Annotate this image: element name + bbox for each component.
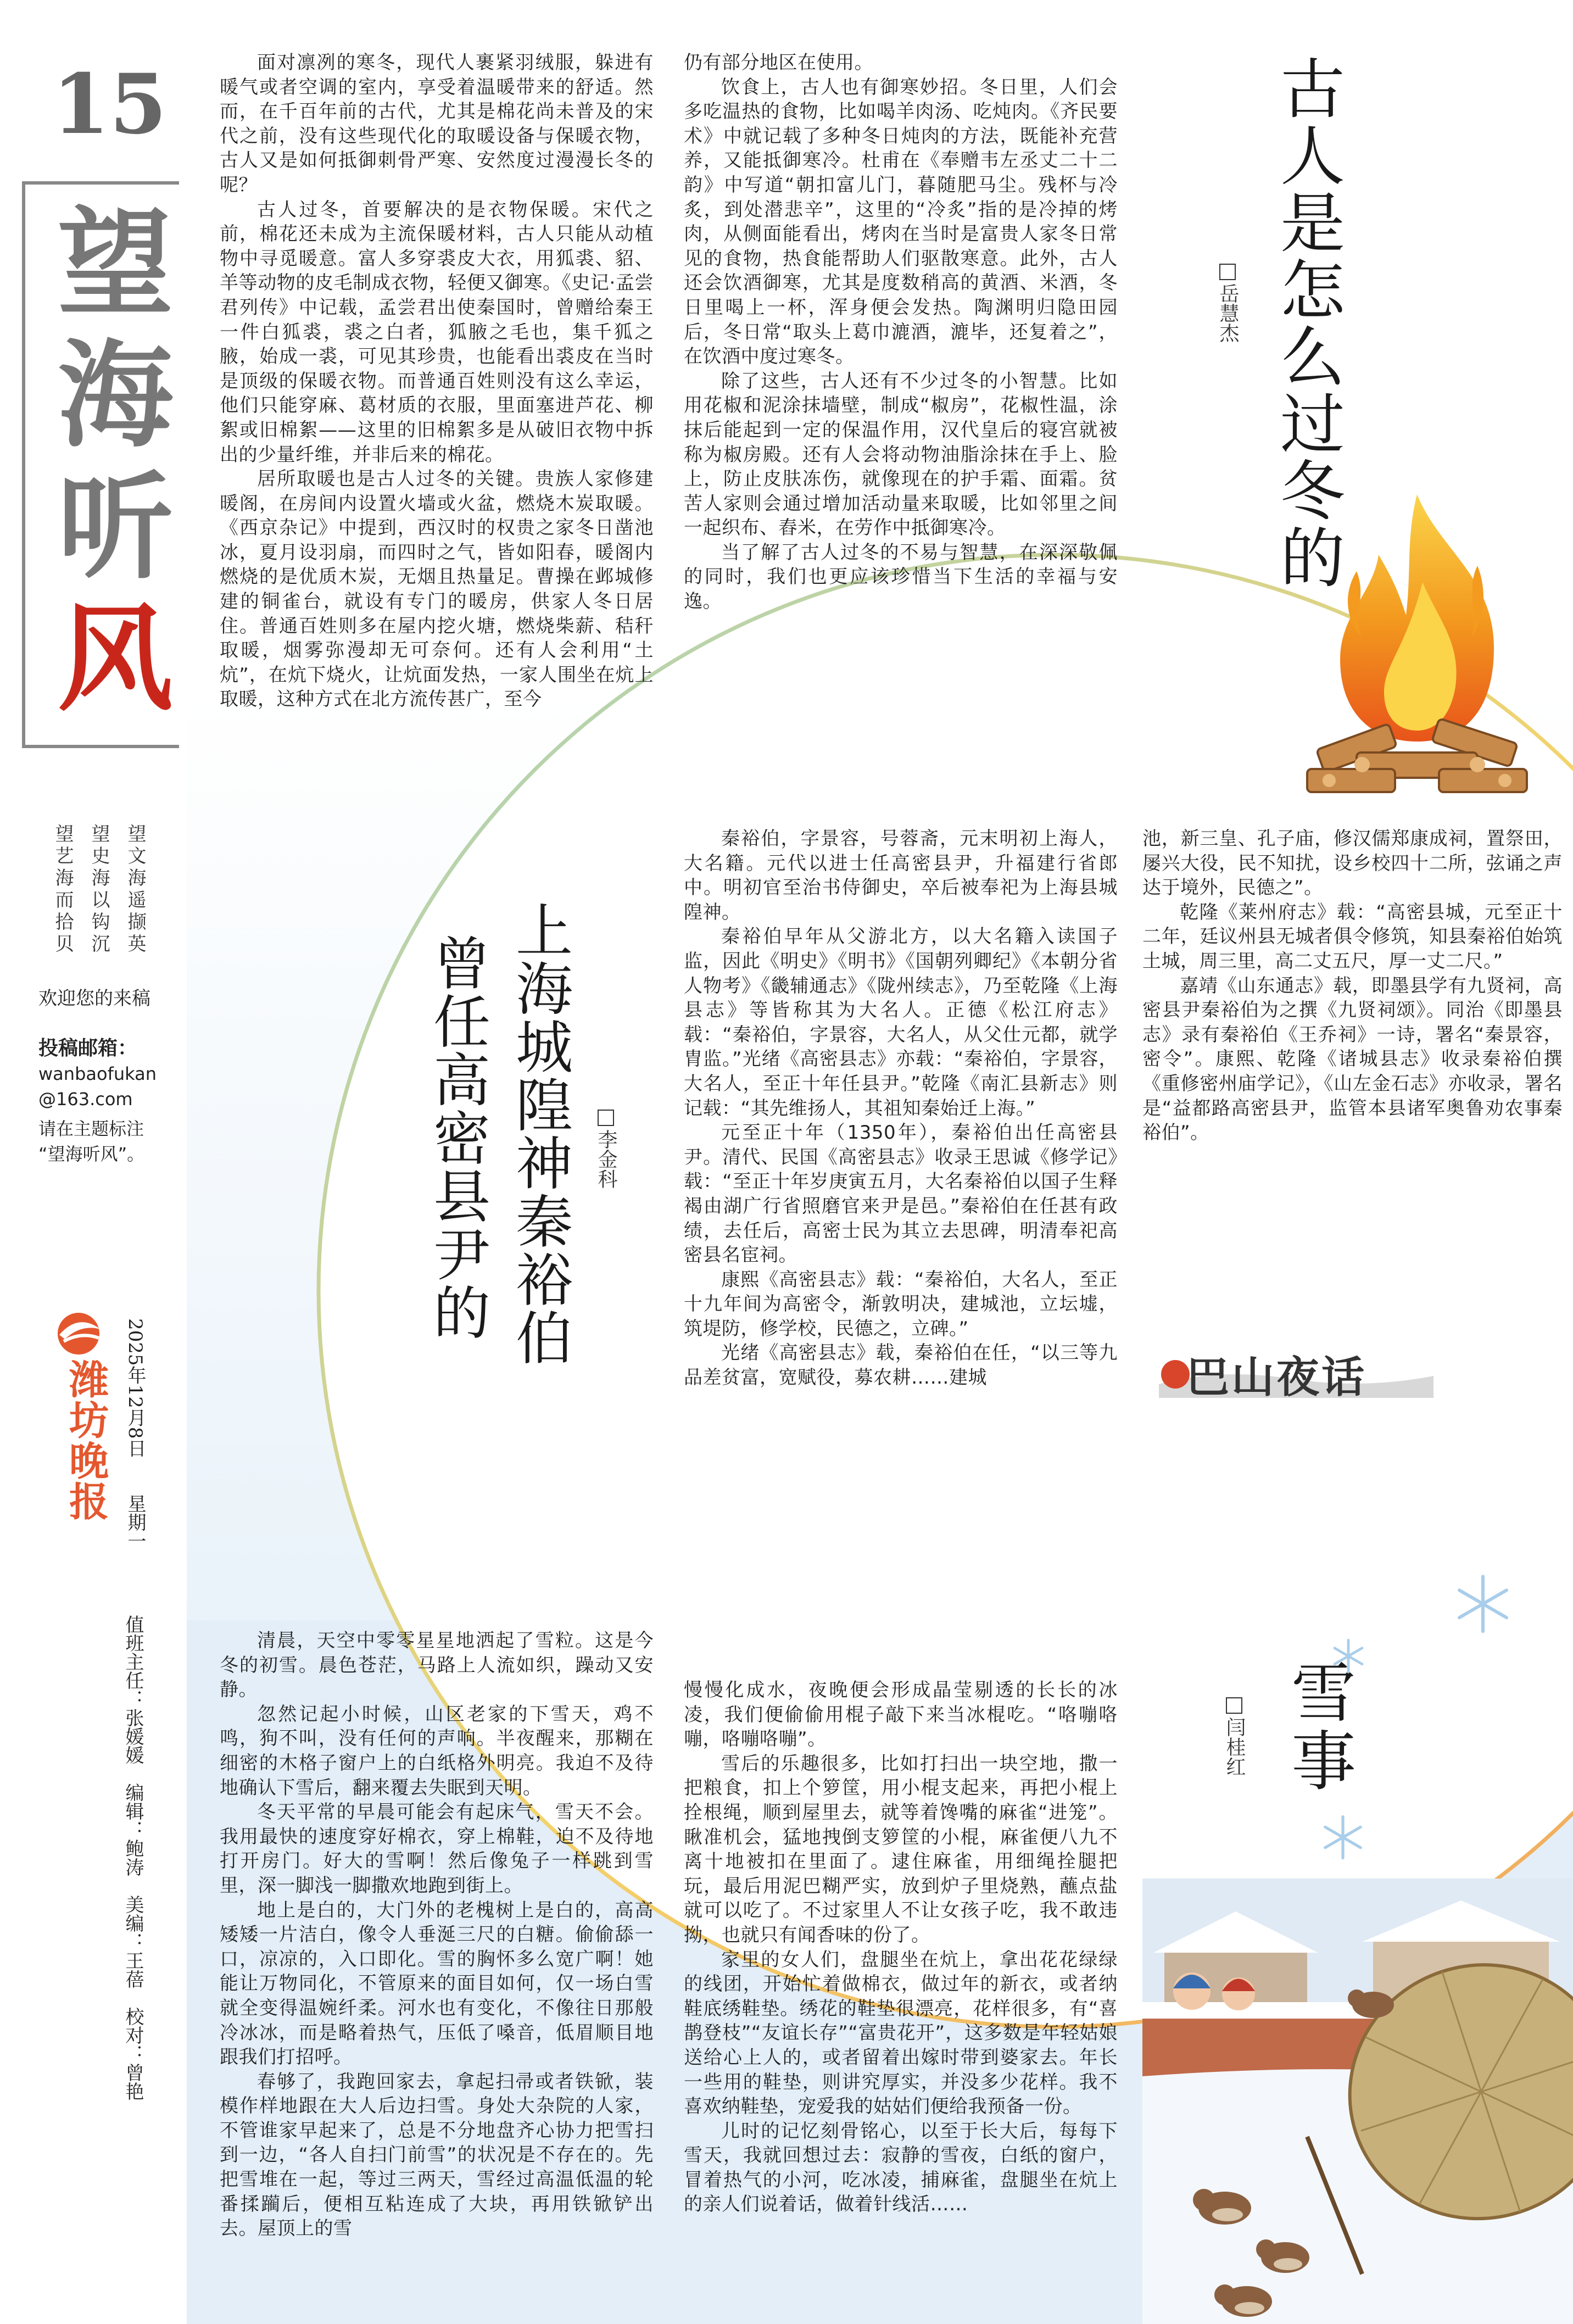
subject-note-2: “望海听风”。 <box>38 1144 145 1164</box>
paragraph: 秦裕伯，字景容，号蓉斋，元末明初上海人，大名籍。元代以进士任高密县尹，升福建行省郎中。明初官至治书侍御史，卒后被奉祀为上海县城隍神。 <box>684 828 1118 923</box>
editor-credits: 值班主任：张媛媛 编辑：鲍涛 美编：王蓓 校对：曾艳 <box>122 1615 144 2100</box>
paragraph: 慢慢化成水，夜晚便会形成晶莹剔透的长长的冰凌，我们便偷偷用棍子敲下来当冰棍吃。“咯嘣咯嘣，咯嘣咯嘣”。 <box>684 1679 1118 1751</box>
bashan-yehua-logo <box>1153 1340 1439 1401</box>
article3-title: 雪事 <box>1280 1659 1356 1795</box>
paragraph: 面对凛冽的寒冬，现代人裹紧羽绒服，躲进有暖气或者空调的室内，享受着温暖带来的舒适。然而，在千百年前的古代，尤其是棉花尚未普及的宋代之前，没有这些现代化的取暖设备与保暖衣物，古人又是如何抵御刺骨严寒、安然度过漫漫长冬的呢？ <box>220 52 654 196</box>
issue-date: 2025年12月8日 <box>124 1318 146 1458</box>
paragraph: 嘉靖《山东通志》载，即墨县学有九贤祠，高密县尹秦裕伯为之撰《九贤祠颂》。同治《即墨县志》录有秦裕伯《王乔祠》一诗，署名“秦景容，密令”。康熙、乾隆《诸城县志》收录秦裕伯撰《重修密州庙学记》，《山左金石志》亦收录，署名是“益都路高密县尹，监管本县诸军奥鲁劝农事秦裕伯”。 <box>1142 974 1563 1144</box>
article2-col2 <box>1142 827 1563 1145</box>
email-line-2: @163.com <box>38 1089 133 1110</box>
article3-byline <box>1220 1697 1248 1776</box>
article1-col2 <box>684 51 1118 614</box>
paragraph: 忽然记起小时候，山区老家的下雪天，鸡不鸣，狗不叫，没有任何的声响。半夜醒来，那糊在细密的木格子窗户上的白纸格外明亮。我迫不及待地确认下雪后，翻来覆去失眠到天明。 <box>220 1703 654 1799</box>
byline-box <box>1226 1697 1242 1714</box>
article1-byline <box>1214 264 1242 343</box>
article2-author: 李金科 <box>595 1129 617 1189</box>
slogan-1: 望文海遥撷英 <box>124 824 146 956</box>
paragraph: 儿时的记忆刻骨铭心，以至于长大后，每每下雪天，我就回想过去：寂静的雪夜，白纸的窗户，冒着热气的小河，吃冰凌，捕麻雀，盘腿坐在炕上的亲人们说着话，做着针线活…… <box>684 2120 1118 2216</box>
bonfire-illustration <box>1296 483 1538 802</box>
column-char: 望 <box>57 196 173 331</box>
paragraph: 当了解了古人过冬的不易与智慧，在深深敬佩的同时，我们也更应该珍惜当下生活的幸福与安逸。 <box>684 541 1118 613</box>
article1-title: 古人是怎么过冬的 <box>1269 55 1345 591</box>
paragraph: 春够了，我跑回家去，拿起扫帚或者铁锨，装模作样地跟在大人后边扫雪。身处大杂院的人家，不管谁家早起来了，总是不分地盘齐心协力把雪扫到一边，“各人自扫门前雪”的状况是不存在的。先把雪堆在一起，等过三两天，雪经过高温低温的轮番揉躏后，便相互粘连成了大块，再用铁锨铲出去。屋顶上的雪 <box>220 2070 654 2240</box>
article1-author: 岳慧杰 <box>1217 283 1239 343</box>
column-char: 听 <box>57 459 173 595</box>
column-char: 海 <box>57 327 173 463</box>
snowflake-icon <box>1450 1571 1516 1637</box>
paragraph: 康熙《高密县志》载：“秦裕伯，大名人，至正十九年间为高密令，渐敦明决，建城池，立坛墟，筑堤防，修学校，民德之，立碑。” <box>684 1268 1118 1340</box>
paragraph: 地上是白的，大门外的老槐树上是白的，高高矮矮一片洁白，像令人垂涎三尺的白糖。偷偷舔一口，凉凉的，入口即化。雪的胸怀多么宽广啊！她能让万物同化，不管原来的面目如何，仅一场白雪就全变得温婉纤柔。河水也有变化，不像往日那般冷冰冰，而是略着热气，压低了嗓音，低眉顺目地跟我们打招呼。 <box>220 1899 654 2069</box>
article1-col1 <box>220 51 654 712</box>
paragraph: 乾隆《莱州府志》载：“高密县城，元至正十二年，廷议州县无城者俱令修筑，知县秦裕伯始筑土城，周三里，高二丈五尺，厚一丈二尺。” <box>1142 901 1563 972</box>
paragraph: 除了这些，古人还有不少过冬的小智慧。比如用花椒和泥涂抹墙壁，制成“椒房”，花椒性温，涂抹后能起到一定的保温作用，汉代皇后的寝宫就被称为椒房殿。还有人会将动物油脂涂抹在手上、脸上，防止皮肤冻伤，就像现在的护手霜、面霜。贫苦人家则会通过增加活动量来取暖，比如邻里之间一起织布、舂米，在劳作中抵御寒冷。 <box>684 370 1118 539</box>
bashan-yehua-text <box>1186 1343 1366 1405</box>
article3-col2 <box>684 1678 1118 2217</box>
subject-note-1: 请在主题标注 <box>38 1118 144 1139</box>
slogan-3: 望艺海而拾贝 <box>52 824 74 956</box>
paragraph: 池，新三皇、孔子庙，修汉儒郑康成祠，置祭田，屡兴大役，民不知扰，设乡校四十二所，弦诵之声达于境外，民德之”。 <box>1142 828 1563 899</box>
snowflake-icon <box>1318 1813 1368 1862</box>
snow-scene-illustration <box>1142 1879 1573 2324</box>
paper-logo <box>48 1307 109 1522</box>
article3-author: 闫桂红 <box>1223 1717 1246 1776</box>
welcome-text: 欢迎您的来稿 <box>38 988 150 1010</box>
article2-title-1: 上海城隍神秦裕伯 <box>506 901 573 1367</box>
article2-col1 <box>684 827 1118 1390</box>
article2-byline <box>592 1110 620 1189</box>
article2-title-2: 曾任高密县尹的 <box>423 934 490 1341</box>
paper-name: 潍坊晚报 <box>63 1359 109 1522</box>
paragraph: 元至正十年（1350年），秦裕伯出任高密县尹。清代、民国《高密县志》收录王思诚《修学记》载：“至正十年岁庚寅五月，大名秦裕伯以国子生释褐由湖广行省照磨官来尹是邑。”秦裕伯在任甚有政绩，去任后，高密士民为其立去思碑，明清奉祀高密县名宦祠。 <box>684 1122 1118 1267</box>
paragraph: 仍有部分地区在使用。 <box>684 52 873 74</box>
slogan-2: 望史海以钩沉 <box>88 824 110 956</box>
byline-box <box>1219 264 1236 280</box>
paragraph: 雪后的乐趣很多，比如打扫出一块空地，撒一把粮食，扣上个箩筐，用小棍支起来，再把小棍上拴根绳，顺到屋里去，就等着馋嘴的麻雀“进笼”。瞅准机会，猛地拽倒支箩筐的小棍，麻雀便八九不离十地被扣在里面了。逮住麻雀，用细绳拴腿把玩，最后用泥巴糊严实，放到炉子里烧熟，蘸点盐就可以吃了。不过家里人不让女孩子吃，我不敢违拗，也就只有闻香味的份了。 <box>684 1752 1118 1946</box>
article3-col1 <box>220 1629 654 2241</box>
paragraph: 居所取暖也是古人过冬的关键。贵族人家修建暖阁，在房间内设置火墙或火盆，燃烧木炭取暖。《西京杂记》中提到，西汉时的权贵之家冬日凿池冰，夏月设羽扇，而四时之气，皆如阳春，暖阁内燃烧的是优质木炭，无烟且热量足。曹操在邺城修建的铜雀台，就设有专门的暖房，供家人冬日居住。普通百姓则多在屋内挖火塘，燃烧柴薪、秸秆取暖，烟雾弥漫却无可奈何。还有人会利用“土炕”，在炕下烧火，让炕面发热，一家人围坐在炕上取暖，这种方式在北方流传甚广，至今 <box>220 468 654 711</box>
paragraph: 家里的女人们，盘腿坐在炕上，拿出花花绿绿的线团，开始忙着做棉衣，做过年的新衣，或者纳鞋底绣鞋垫。绣花的鞋垫很漂亮，花样很多，有“喜鹊登枝”“友谊长存”“富贵花开”，这多数是年轻姑娘送给心上人的，或者留着出嫁时带到婆家去。年长一些用的鞋垫，则讲究厚实，并没多少花样。我不喜欢纳鞋垫，宠爱我的姑姑们便给我预备一份。 <box>684 1948 1118 2118</box>
column-name <box>52 198 179 725</box>
byline-box <box>598 1110 614 1126</box>
paragraph: 秦裕伯早年从父游北方，以大名籍入读国子监，因此《明史》《明书》《国朝列卿纪》《本朝分省人物考》《畿辅通志》《陇州续志》，乃至乾隆《上海县志》等皆称其为大名人。正德《松江府志》载：“秦裕伯，字景容，大名人，从父仕元都，就学胄监。”光绪《高密县志》亦载：“秦裕伯，字景容，大名人，至正十年任县尹。”乾隆《南汇县新志》则记载：“其先维扬人，其祖知秦始迁上海。” <box>684 926 1118 1119</box>
submit-label: 投稿邮箱： <box>38 1037 138 1060</box>
issue-weekday: 星期一 <box>124 1494 146 1550</box>
email-line-1: wanbaofukan <box>38 1063 157 1084</box>
snowflake-icon <box>1329 1637 1368 1675</box>
paper-logo-icon <box>48 1307 109 1357</box>
bashan-yehua-label: 巴山夜话 <box>1186 1352 1367 1402</box>
paragraph: 清晨，天空中零零星星地洒起了雪粒。这是今冬的初雪。晨色苍茫，马路上人流如织，躁动又安静。 <box>220 1630 654 1701</box>
page-number: 15 <box>52 56 167 153</box>
column-char-red: 风 <box>57 591 173 727</box>
paragraph: 古人过冬，首要解决的是衣物保暖。宋代之前，棉花还未成为主流保暖材料，古人只能从动植物中寻觅暖意。富人多穿裘皮大衣，用狐裘、貂、羊等动物的皮毛制成衣物，轻便又御寒。《史记·孟尝君列传》中记载，孟尝君出使秦国时，曾赠给秦王一件白狐裘，裘之白者，狐腋之毛也，集千狐之腋，始成一裘，可见其珍贵，也能看出裘皮在当时是顶级的保暖衣物。而普通百姓则没有这么幸运，他们只能穿麻、葛材质的衣服，里面塞进芦花、柳絮或旧棉絮——这里的旧棉絮多是从破旧衣物中拆出的少量纤维，并非后来的棉花。 <box>220 198 654 466</box>
paragraph: 光绪《高密县志》载，秦裕伯在任，“以三等九品差贫富，宽赋役，募农耕……建城 <box>684 1342 1118 1389</box>
paragraph: 冬天平常的早晨可能会有起床气，雪天不会。我用最快的速度穿好棉衣，穿上棉鞋，迫不及待地打开房门。好大的雪啊！然后像兔子一样跳到雪里，深一脚浅一脚撒欢地跑到街上。 <box>220 1801 654 1897</box>
paragraph: 饮食上，古人也有御寒妙招。冬日里，人们会多吃温热的食物，比如喝羊肉汤、吃炖肉。《齐民要术》中就记载了多种冬日炖肉的方法，既能补充营养，又能抵御寒冷。杜甫在《奉赠韦左丞丈二十二韵》中写道“朝扣富儿门，暮随肥马尘。残杯与冷炙，到处潜悲辛”，这里的“冷炙”指的是冷掉的烤肉，从侧面能看出，烤肉在当时是富贵人家冬日常见的食物，热食能帮助人们驱散寒意。此外，古人还会饮酒御寒，尤其是度数稍高的黄酒、米酒，冬日里喝上一杯，浑身便会发热。陶渊明归隐田园后，冬日常“取头上葛巾漉酒，漉毕，还复着之”，在饮酒中度过寒冬。 <box>684 76 1118 368</box>
